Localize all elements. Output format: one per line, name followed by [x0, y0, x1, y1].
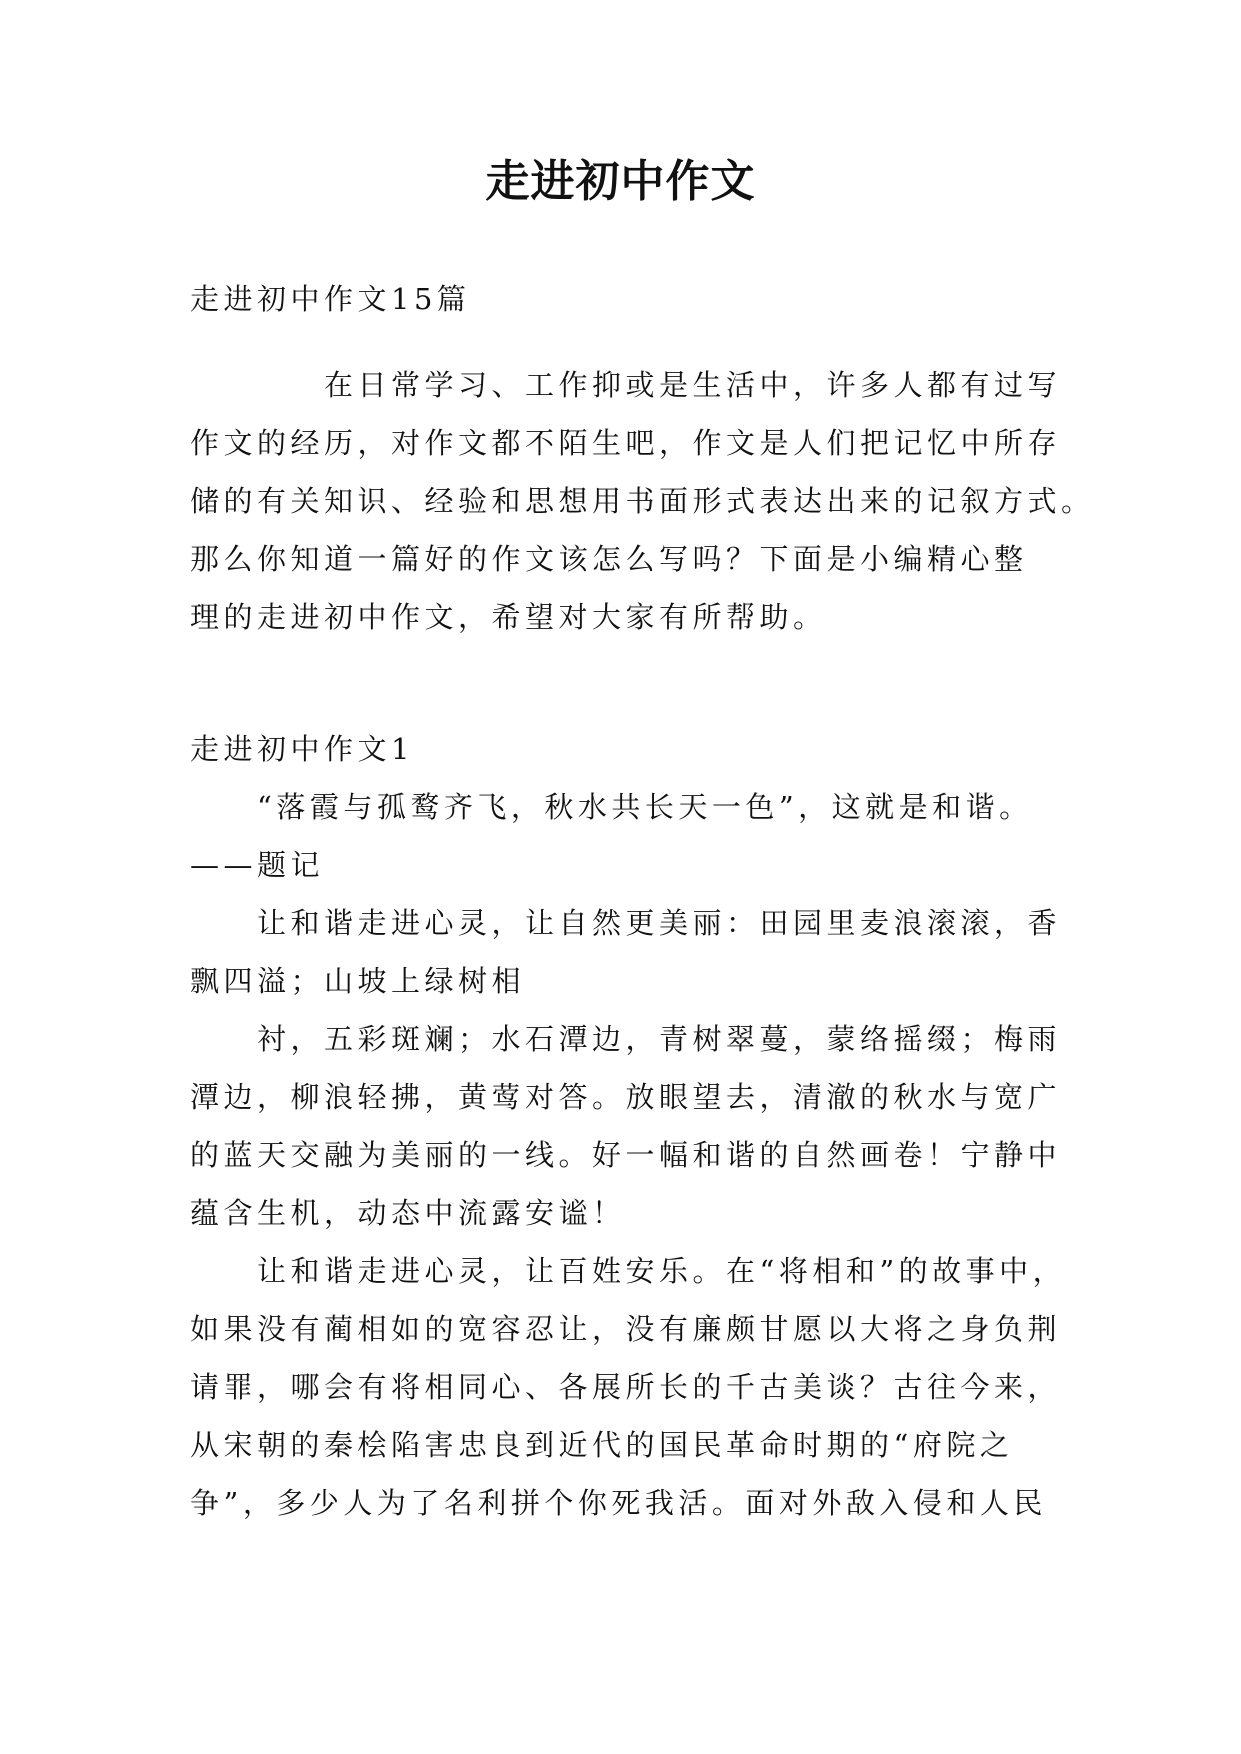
body-line: 的蓝天交融为美丽的一线。好一幅和谐的自然画卷！宁静中	[190, 1138, 1062, 1172]
body-line: 蕴含生机，动态中流露安谧！	[190, 1196, 626, 1230]
intro-line: 在日常学习、工作抑或是生活中，许多人都有过写	[190, 368, 1062, 402]
intro-line: 储的有关知识、经验和思想用书面形式表达出来的记叙方式。	[190, 484, 1095, 518]
body-line: “落霞与孤鹜齐飞，秋水共长天一色”，这就是和谐。	[190, 790, 1033, 824]
section-heading	[190, 720, 1070, 778]
section-heading-line: 走进初中作文1	[190, 732, 414, 766]
body-line: ——题记	[190, 848, 325, 882]
body-line: 请罪，哪会有将相同心、各展所长的千古美谈？古往今来，	[190, 1370, 1062, 1404]
intro-line: 那么你知道一篇好的作文该怎么写吗？下面是小编精心整	[190, 542, 1028, 576]
intro-paragraph	[190, 356, 1095, 646]
document-title: 走进初中作文	[485, 156, 756, 207]
body-line: 让和谐走进心灵，让自然更美丽：田园里麦浪滚滚，香	[190, 906, 1062, 940]
body-line: 如果没有蔺相如的宽容忍让，没有廉颇甘愿以大将之身负荆	[190, 1312, 1062, 1346]
intro-line: 理的走进初中作文，希望对大家有所帮助。	[190, 600, 827, 634]
body-line: 飘四溢；山坡上绿树相	[190, 964, 526, 998]
document-subtitle	[190, 270, 1070, 328]
intro-line: 作文的经历，对作文都不陌生吧，作文是人们把记忆中所存	[190, 426, 1062, 460]
subtitle-line: 走进初中作文15篇	[190, 282, 471, 316]
body-line: 从宋朝的秦桧陷害忠良到近代的国民革命时期的“府院之	[190, 1428, 1014, 1462]
body-line: 潭边，柳浪轻拂，黄莺对答。放眼望去，清澈的秋水与宽广	[190, 1080, 1062, 1114]
body-line: 争”，多少人为了名利拼个你死我活。面对外敌入侵和人民	[190, 1486, 1047, 1520]
essay-body	[190, 778, 1070, 1532]
body-line: 让和谐走进心灵，让百姓安乐。在“将相和”的故事中，	[190, 1254, 1067, 1288]
body-line: 衬，五彩斑斓；水石潭边，青树翠蔓，蒙络摇缀；梅雨	[190, 1022, 1062, 1056]
